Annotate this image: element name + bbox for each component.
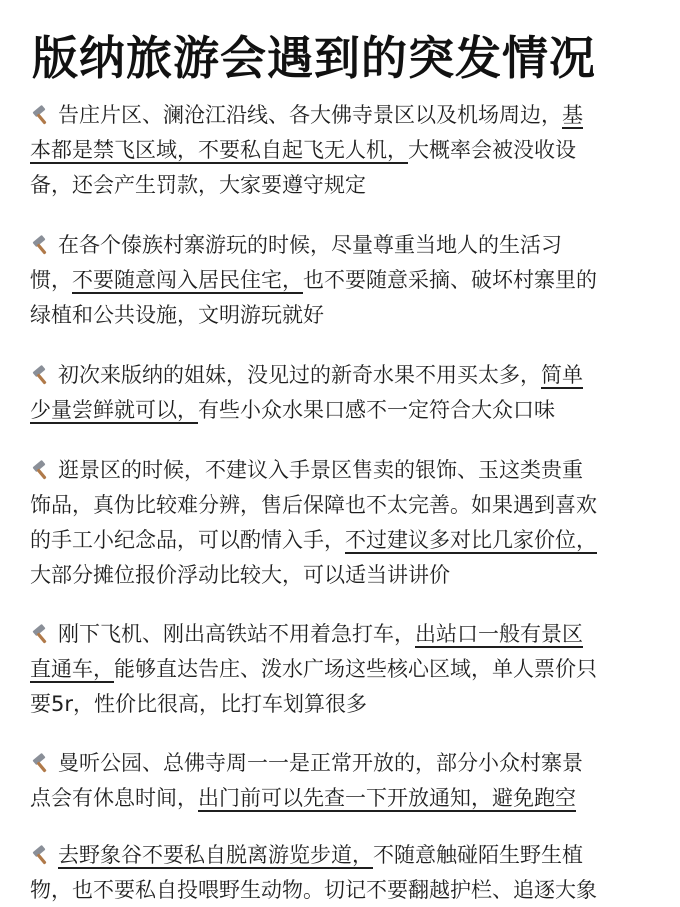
tip-line bbox=[30, 687, 656, 722]
tip-text: 大部分摊位报价浮动比较大，可以适当讲讲价 bbox=[30, 563, 450, 587]
underlined-text: 本都是禁飞区域，不要私自起飞无人机， bbox=[30, 138, 408, 162]
tip-text: 点会有休息时间， bbox=[30, 786, 198, 810]
tip-text: 不随意触碰陌生野生植 bbox=[373, 843, 583, 867]
hammer-icon bbox=[30, 842, 54, 866]
hammer-icon bbox=[30, 102, 54, 126]
tip-text: 饰品，真伪比较难分辨，售后保障也不太完善。如果遇到喜欢 bbox=[30, 493, 597, 517]
tip-section bbox=[30, 746, 656, 816]
tip-line bbox=[30, 98, 656, 133]
tip-line bbox=[30, 652, 656, 687]
underlined-text: 不要随意闯入居民住宅， bbox=[72, 268, 303, 292]
tip-line bbox=[30, 558, 656, 593]
underlined-text: 去野象谷不要私自脱离游览步道， bbox=[58, 843, 373, 867]
tip-text: 刚下飞机、刚出高铁站不用着急打车， bbox=[58, 622, 415, 646]
tip-line bbox=[30, 746, 656, 781]
underlined-text: 基 bbox=[562, 103, 583, 127]
tip-section bbox=[30, 98, 656, 203]
underlined-text: 少量尝鲜就可以， bbox=[30, 398, 198, 422]
tip-text: 曼听公园、总佛寺周一一是正常开放的，部分小众村寨景 bbox=[58, 751, 583, 775]
hammer-icon bbox=[30, 362, 54, 386]
tip-text: 逛景区的时候，不建议入手景区售卖的银饰、玉这类贵重 bbox=[58, 458, 583, 482]
tip-text: 能够直达告庄、泼水广场这些核心区域，单人票价只 bbox=[114, 657, 597, 681]
tip-section bbox=[30, 617, 656, 722]
tip-line bbox=[30, 298, 656, 333]
hammer-icon bbox=[30, 750, 54, 774]
tip-line bbox=[30, 453, 656, 488]
tip-text: 初次来版纳的姐妹，没见过的新奇水果不用买太多， bbox=[58, 363, 541, 387]
tip-line bbox=[30, 488, 656, 523]
tip-line bbox=[30, 873, 656, 907]
tip-line bbox=[30, 228, 656, 263]
tip-text: 在各个傣族村寨游玩的时候，尽量尊重当地人的生活习 bbox=[58, 233, 562, 257]
hammer-icon bbox=[30, 232, 54, 256]
tip-line bbox=[30, 133, 656, 168]
underlined-text: 简单 bbox=[541, 363, 583, 387]
underlined-text: 不过建议多对比几家价位， bbox=[345, 528, 597, 552]
hammer-icon bbox=[30, 457, 54, 481]
tip-section bbox=[30, 453, 656, 593]
tip-text: 备，还会产生罚款，大家要遵守规定 bbox=[30, 173, 366, 197]
underlined-text: 出门前可以先查一下开放通知，避免跑空 bbox=[198, 786, 576, 810]
tip-text: 大概率会被没收设 bbox=[408, 138, 576, 162]
tip-line bbox=[30, 393, 656, 428]
tip-line bbox=[30, 168, 656, 203]
tip-section bbox=[30, 228, 656, 333]
underlined-text: 出站口一般有景区 bbox=[415, 622, 583, 646]
tip-text: 要5r，性价比很高，比打车划算很多 bbox=[30, 692, 367, 716]
tip-text: 的手工小纪念品，可以酌情入手， bbox=[30, 528, 345, 552]
tip-text: 也不要随意采摘、破坏村寨里的 bbox=[303, 268, 597, 292]
tip-text: 绿植和公共设施，文明游玩就好 bbox=[30, 303, 324, 327]
tip-line bbox=[30, 838, 656, 873]
tip-line bbox=[30, 358, 656, 393]
underlined-text: 直通车， bbox=[30, 657, 114, 681]
tip-text: 告庄片区、澜沧江沿线、各大佛寺景区以及机场周边， bbox=[58, 103, 562, 127]
tip-line bbox=[30, 523, 656, 558]
tip-text: 物，也不要私自投喂野生动物。切记不要翻越护栏、追逐大象 bbox=[30, 878, 597, 902]
tip-line bbox=[30, 617, 656, 652]
tip-line bbox=[30, 781, 656, 816]
hammer-icon bbox=[30, 621, 54, 645]
page-title: 版纳旅游会遇到的突发情况 bbox=[32, 31, 596, 85]
tip-section bbox=[30, 838, 656, 907]
tip-line bbox=[30, 263, 656, 298]
tip-section bbox=[30, 358, 656, 428]
tip-text: 有些小众水果口感不一定符合大众口味 bbox=[198, 398, 555, 422]
tip-text: 惯， bbox=[30, 268, 72, 292]
